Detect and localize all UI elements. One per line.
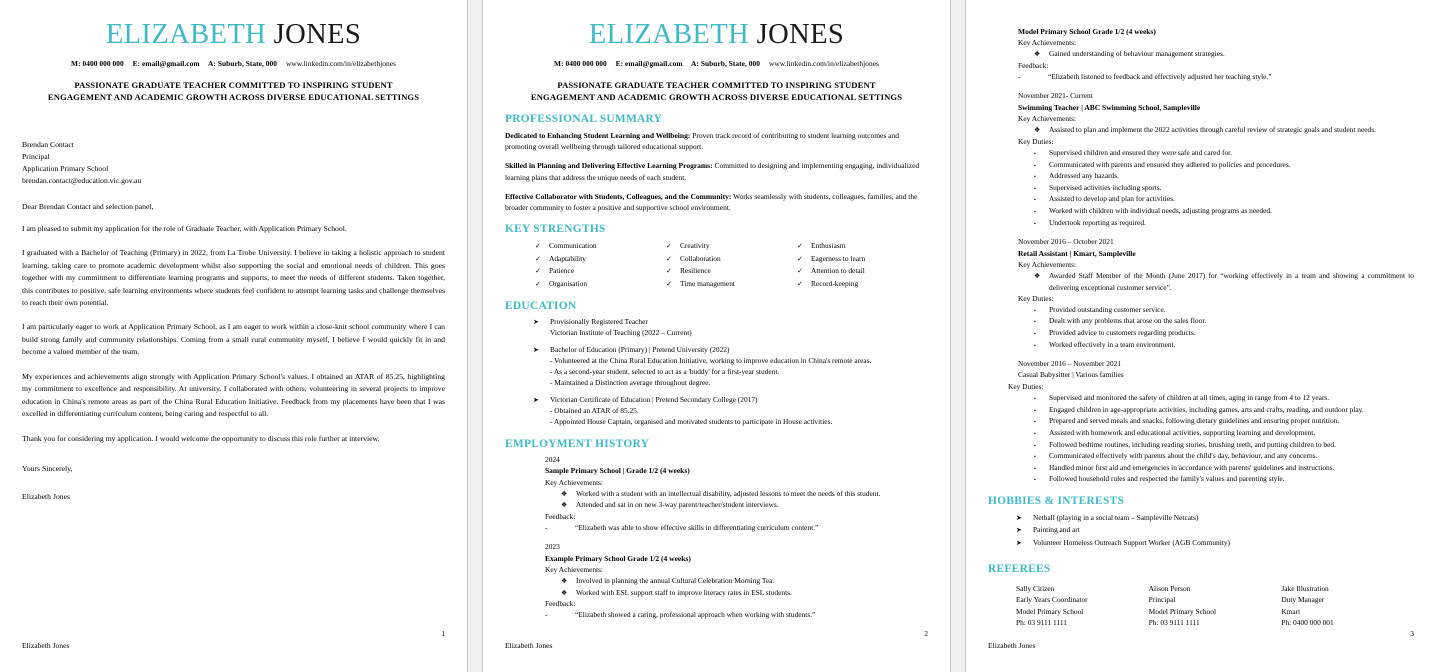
strength-label: Organisation xyxy=(549,278,588,288)
employment-feedback-text: “Elizabeth showed a caring, professional approach when working with students.” xyxy=(575,610,816,620)
employment-title: Swimming Teacher | ABC Swimming School, Sampleville xyxy=(1018,103,1201,113)
employment-duty xyxy=(1034,170,1414,182)
employment-duty-text: Provided advice to customers regarding products. xyxy=(1049,327,1196,337)
employment-duty-text: Dealt with any problems that arose on the sales floor. xyxy=(1049,316,1207,326)
education-item-detail: - Appointed House Captain, organised and motivated students to participate in House activities. xyxy=(550,416,833,426)
referee-name: Sally Citizen xyxy=(1016,583,1055,593)
hobby-item xyxy=(1016,524,1414,536)
strength-item xyxy=(535,253,666,265)
page-1-tagline xyxy=(22,79,445,103)
strength-item xyxy=(797,265,928,277)
employment-duty xyxy=(1034,404,1414,416)
referee-role: Duty Manager xyxy=(1281,595,1325,605)
square-bullet-icon: ▪ xyxy=(1034,408,1036,414)
square-bullet-icon: ▪ xyxy=(1034,343,1036,349)
employment-entry xyxy=(1018,237,1414,350)
employment-entry xyxy=(1018,91,1414,228)
employment-duty xyxy=(1034,339,1414,351)
section-heading-professional-summary: PROFESSIONAL SUMMARY xyxy=(505,112,663,125)
contact-address: A: Suburb, State, 000 xyxy=(208,58,278,68)
employment-title: Model Primary School Grade 1/2 (4 weeks) xyxy=(1018,27,1156,36)
referee-card xyxy=(1016,583,1149,629)
referees-grid xyxy=(1016,583,1414,629)
employment-duty-text: Followed bedtime routines, including reading stories, brushing teeth, and putting children to bed. xyxy=(1049,439,1336,449)
employment-achievement xyxy=(1034,270,1414,292)
employment-achievement-text: Assisted to plan and implement the 2022 activities through careful review of strategic goals and student needs. xyxy=(1049,125,1376,135)
education-item-title-row xyxy=(533,345,928,356)
arrow-bullet-icon: ➤ xyxy=(1016,538,1022,547)
square-bullet-icon: ▪ xyxy=(1034,331,1036,337)
check-icon: ✓ xyxy=(797,254,804,263)
referee-organisation: Model Primary School xyxy=(1148,606,1217,616)
education-list xyxy=(533,317,928,428)
employment-duty xyxy=(1034,315,1414,327)
employment-achievement-text: Awarded Staff Member of the Month (June 2017) for “working effectively in a team and showing a commitment to delivering exceptional customer service”. xyxy=(1049,271,1414,292)
education-item-detail-list xyxy=(550,406,928,427)
referee-phone: Ph: 03 9111 1111 xyxy=(1148,618,1200,628)
employment-entry xyxy=(545,542,928,621)
square-bullet-icon: ▪ xyxy=(1034,152,1036,157)
strength-label: Record-keeping xyxy=(811,278,859,288)
employment-duties-label: Key Duties: xyxy=(1018,136,1054,146)
square-bullet-icon: ▪ xyxy=(1034,186,1036,192)
education-item xyxy=(533,317,928,338)
check-icon: ✓ xyxy=(666,254,673,263)
strength-item xyxy=(666,240,797,252)
floret-bullet-icon: ❖ xyxy=(561,588,568,597)
check-icon: ✓ xyxy=(797,279,804,288)
strength-item xyxy=(666,278,797,290)
section-heading-education: EDUCATION xyxy=(505,299,577,312)
education-item-detail: - Obtained an ATAR of 85.25. xyxy=(550,406,639,416)
strength-label: Collaboration xyxy=(680,253,721,263)
referee-role: Principal xyxy=(1148,595,1176,605)
letter-sign-off: Yours Sincerely, xyxy=(22,464,73,474)
tagline-line-2: ENGAGEMENT AND ACADEMIC GROWTH ACROSS DIVERSE EDUCATIONAL SETTINGS xyxy=(47,91,420,102)
page-2-tagline xyxy=(505,79,928,103)
contact-mobile: M: 0400 000 000 xyxy=(554,58,607,68)
strength-label: Communication xyxy=(549,241,597,251)
employment-dates: November 2021- Current xyxy=(1018,91,1093,101)
page-1-contact-line xyxy=(22,59,445,68)
summary-item xyxy=(505,160,928,183)
section-heading-hobbies: HOBBIES & INTERESTS xyxy=(988,494,1125,507)
contact-linkedin[interactable]: www.linkedin.com/in/elizabethjones xyxy=(285,58,396,68)
employment-feedback-text: “Elizabeth listened to feedback and effectively adjusted her teaching style.” xyxy=(1048,71,1272,81)
floret-bullet-icon: ❖ xyxy=(561,489,568,498)
employment-duty xyxy=(1034,450,1414,462)
employment-duty-text: Supervised and monitored the safety of children at all times, aging in range from 4 to 12 years. xyxy=(1049,393,1330,403)
page-1-number: 1 xyxy=(441,629,445,638)
square-bullet-icon: ▪ xyxy=(1034,431,1036,437)
education-item xyxy=(533,395,928,427)
page-3 xyxy=(966,0,1436,672)
strength-label: Attention to detail xyxy=(811,266,865,276)
floret-bullet-icon: ❖ xyxy=(1034,50,1041,59)
employment-duty xyxy=(1034,327,1414,339)
employment-feedback-label: Feedback: xyxy=(545,511,576,521)
employment-title: Retail Assistant | Kmart, Sampleville xyxy=(1018,249,1136,259)
hobbies-list xyxy=(1016,512,1414,549)
employment-duty-text: Prepared and served meals and snacks, following dietary guidelines and ensuring proper nutrition. xyxy=(1049,416,1340,426)
summary-item xyxy=(505,191,928,214)
employment-duty-text: Worked with children with individual needs, adjusting programs as needed. xyxy=(1049,205,1272,215)
letter-signature-name: Elizabeth Jones xyxy=(22,492,71,502)
check-icon: ✓ xyxy=(535,267,542,276)
referee-phone: Ph: 03 9111 1111 xyxy=(1016,618,1067,628)
employment-achievements-label: Key Achievements: xyxy=(545,565,604,575)
page-2-footer-name: Elizabeth Jones xyxy=(505,641,553,650)
strength-label: Creativity xyxy=(680,241,710,251)
employment-duty-text: Engaged children in age-appropriate activities, including games, arts and crafts, reading, and outdoor play. xyxy=(1049,404,1364,414)
education-item-title: Victorian Certificate of Education | Pretend Secondary College (2017) xyxy=(550,395,758,405)
hobby-item xyxy=(1016,512,1414,524)
recipient-organisation: Application Primary School xyxy=(22,163,109,173)
square-bullet-icon: ▪ xyxy=(1034,175,1036,181)
summary-item xyxy=(505,130,928,153)
employment-duties-label: Key Duties: xyxy=(1018,293,1054,303)
strength-item xyxy=(535,265,666,277)
tagline-line-2: ENGAGEMENT AND ACADEMIC GROWTH ACROSS DIVERSE EDUCATIONAL SETTINGS xyxy=(530,91,903,102)
hobby-item xyxy=(1016,537,1414,549)
strength-item xyxy=(797,253,928,265)
referee-card xyxy=(1149,583,1282,629)
education-item-subtitle: Victorian Institute of Teaching (2022 – Current) xyxy=(550,327,692,337)
floret-bullet-icon: ❖ xyxy=(561,501,568,510)
employment-duty xyxy=(1034,439,1414,451)
employment-achievements-label: Key Achievements: xyxy=(1018,114,1077,124)
contact-linkedin[interactable]: www.linkedin.com/in/elizabethjones xyxy=(768,58,879,68)
page-1-footer xyxy=(22,629,445,650)
employment-duty-text: Assisted with homework and educational activities, supporting learning and development. xyxy=(1049,427,1316,437)
employment-duty xyxy=(1034,415,1414,427)
check-icon: ✓ xyxy=(797,267,804,276)
arrow-bullet-icon: ➤ xyxy=(533,346,539,355)
strength-item xyxy=(797,278,928,290)
employment-dates: November 2016 – November 2021 xyxy=(1018,359,1122,369)
education-item-detail: - Volunteered at the China Rural Education Initiative, working to improve education in China's remote areas. xyxy=(550,356,872,366)
page-3-number: 3 xyxy=(1410,629,1414,638)
referee-phone: Ph: 0400 000 001 xyxy=(1281,618,1334,628)
hobby-label: Volunteer Homeless Outreach Support Worker (AGB Community) xyxy=(1033,537,1231,547)
employment-feedback-text: “Elizabeth was able to show effective skills in differentiating curriculum content.” xyxy=(575,522,819,532)
employment-duty xyxy=(1034,147,1414,159)
education-item-detail-list xyxy=(550,356,928,388)
first-name: ELIZABETH xyxy=(588,19,750,50)
arrow-bullet-icon: ➤ xyxy=(1016,513,1022,522)
education-item xyxy=(533,345,928,388)
employment-feedback xyxy=(545,609,928,620)
employment-duty xyxy=(1034,473,1414,485)
check-icon: ✓ xyxy=(666,242,673,251)
education-item-title: Bachelor of Education (Primary) | Pretend University (2022) xyxy=(550,345,730,355)
employment-duty xyxy=(1034,462,1414,474)
employment-title: Casual Babysitter | Various families xyxy=(1018,370,1124,380)
floret-bullet-icon: ❖ xyxy=(1034,272,1041,281)
employment-duty-text: Communicated effectively with parents about the child's day, behaviour, and any concerns. xyxy=(1049,451,1318,461)
employment-achievements-label: Key Achievements: xyxy=(1018,38,1077,48)
employment-title: Example Primary School Grade 1/2 (4 weeks) xyxy=(545,554,691,563)
employment-feedback-label: Feedback: xyxy=(1018,60,1049,70)
employment-duty xyxy=(1034,182,1414,194)
arrow-bullet-icon: ➤ xyxy=(1016,526,1022,535)
square-bullet-icon: ▪ xyxy=(1034,397,1036,403)
page-3-footer xyxy=(988,629,1414,650)
employment-duty-text: Communicated with parents and ensured they adhered to policies and procedures. xyxy=(1049,159,1291,169)
last-name: JONES xyxy=(273,19,362,50)
check-icon: ✓ xyxy=(535,242,542,251)
dash-bullet-icon: - xyxy=(545,610,548,620)
square-bullet-icon: ▪ xyxy=(1034,320,1036,326)
dash-bullet-icon: - xyxy=(1018,71,1021,81)
employment-achievement-text: Gained understanding of behaviour management strategies. xyxy=(1049,49,1225,59)
employment-achievement xyxy=(561,575,928,587)
employment-duty xyxy=(1034,392,1414,404)
employment-title: Sample Primary School | Grade 1/2 (4 weeks) xyxy=(545,466,690,476)
section-heading-referees: REFEREES xyxy=(988,562,1051,575)
employment-dates: 2024 xyxy=(545,454,560,464)
employment-entry xyxy=(1018,26,1414,82)
employment-duty-text: Supervised children and ensured they were safe and cared for. xyxy=(1049,148,1233,157)
key-strengths-column xyxy=(666,240,797,290)
letter-paragraph: I graduated with a Bachelor of Teaching (Primary) in 2022, from La Trobe University. I believe in taking a holistic approach to student learning, taking care to promote academic development whilst also supporting the social and emotional needs of children. This goes together with my commitment to differentiate learning programs and supports, to meet the needs of different students. Taken together, this contributes to positive, safe learning environments where students feel confident to attempt learning tasks and challenge themselves to reach their own potential. xyxy=(22,248,445,307)
page-gutter-1 xyxy=(467,0,483,672)
square-bullet-icon: ▪ xyxy=(1034,221,1036,227)
strength-label: Adaptability xyxy=(549,253,586,263)
page-gutter-2 xyxy=(950,0,966,672)
letter-paragraph: My experiences and achievements align strongly with Application Primary School's values. I obtained an ATAR of 85.25, highlighting my commitment to excellence and responsibility. At university, I collaborated with others, volunteering in several projects to improve education in China's remote areas as part of the China Rural Education Initiative. Feedback from my placements have been that I was excelled in differentiating curriculum content, being caring and respectful to all. xyxy=(22,371,445,419)
page-2 xyxy=(483,0,950,672)
employment-achievement xyxy=(561,499,928,511)
summary-item-rest: Proven track record of contributing to student learning outcomes and promoting overall wellbeing through tailored educational support. xyxy=(505,130,900,152)
employment-duty-text: Addressed any hazards. xyxy=(1049,171,1119,181)
employment-achievement-text: Attended and sat in on new 3-way parent/teacher/student interviews. xyxy=(576,500,779,510)
check-icon: ✓ xyxy=(797,242,804,251)
employment-dates: November 2016 – October 2021 xyxy=(1018,237,1114,247)
education-item-title-row xyxy=(533,395,928,406)
page-1-name-heading xyxy=(22,21,445,50)
tagline-line-1: PASSIONATE GRADUATE TEACHER COMMITTED TO INSPIRING STUDENT xyxy=(557,79,876,90)
recipient-title: Principal xyxy=(22,151,50,161)
employment-entry xyxy=(1008,359,1414,485)
employment-achievement-text: Worked with ESL support staff to improve literacy rates in ESL students. xyxy=(576,587,792,597)
contact-email: E: email@gmail.com xyxy=(615,58,683,68)
recipient-name: Brendan Contact xyxy=(22,139,74,149)
strength-item xyxy=(666,265,797,277)
square-bullet-icon: ▪ xyxy=(1034,209,1036,215)
section-heading-key-strengths: KEY STRENGTHS xyxy=(505,223,606,236)
key-strengths-column xyxy=(797,240,928,290)
education-item-detail: - As a second-year student, selected to act as a 'buddy' for a first-year student. xyxy=(550,366,780,376)
employment-duty-text: Supervised activities including sports. xyxy=(1049,182,1162,192)
contact-email: E: email@gmail.com xyxy=(132,58,200,68)
page-2-footer xyxy=(505,629,928,650)
contact-mobile: M: 0400 000 000 xyxy=(71,58,124,68)
employment-feedback xyxy=(545,522,928,533)
employment-achievement xyxy=(1034,48,1414,60)
employment-achievements-label: Key Achievements: xyxy=(1018,260,1077,270)
employment-duty-text: Handled minor first aid and emergencies in accordance with parents' guidelines and instructions. xyxy=(1049,462,1335,472)
employment-duties-label: Key Duties: xyxy=(1008,382,1044,392)
employment-duty xyxy=(1034,159,1414,171)
strength-label: Enthusiasm xyxy=(811,241,846,251)
last-name-wrap xyxy=(749,19,844,50)
tagline-line-1: PASSIONATE GRADUATE TEACHER COMMITTED TO INSPIRING STUDENT xyxy=(74,79,393,90)
referee-name: Jake Illustration xyxy=(1281,583,1329,593)
summary-item-rest: Works seamlessly with students, colleagues, families, and the broader community to foster a positive and supportive school environment. xyxy=(505,191,918,213)
letter-paragraph: I am pleased to submit my application for the role of Graduate Teacher, with Application Primary School. xyxy=(22,223,347,233)
employment-dates: 2023 xyxy=(545,542,560,552)
arrow-bullet-icon: ➤ xyxy=(533,396,539,405)
hobby-label: Painting and art xyxy=(1033,525,1080,535)
page-2-contact-line xyxy=(505,59,928,68)
key-strengths-column xyxy=(535,240,666,290)
employment-duty-text: Provided outstanding customer service. xyxy=(1049,304,1166,314)
employment-duty xyxy=(1034,304,1414,316)
floret-bullet-icon: ❖ xyxy=(561,577,568,586)
employment-duty xyxy=(1034,205,1414,217)
referee-name: Alison Person xyxy=(1148,583,1191,593)
employment-duty xyxy=(1034,193,1414,205)
employment-feedback xyxy=(1018,71,1414,82)
check-icon: ✓ xyxy=(535,279,542,288)
summary-item-lead: Skilled in Planning and Delivering Effective Learning Programs: xyxy=(505,161,713,171)
hobby-label: Netball (playing in a social team – Sampleville Netcats) xyxy=(1033,512,1199,522)
employment-achievement xyxy=(1034,124,1414,136)
square-bullet-icon: ▪ xyxy=(1034,198,1036,204)
check-icon: ✓ xyxy=(666,279,673,288)
employment-duty xyxy=(1034,427,1414,439)
arrow-bullet-icon: ➤ xyxy=(533,317,539,326)
last-name-wrap xyxy=(266,19,361,50)
strength-label: Patience xyxy=(549,266,575,276)
strength-label: Eagerness to learn xyxy=(811,253,866,263)
summary-item-rest: Committed to designing and implementing engaging, individualized learning plans that address the unique needs of each student. xyxy=(505,161,920,182)
square-bullet-icon: ▪ xyxy=(1034,308,1036,314)
page-1 xyxy=(0,0,467,672)
letter-salutation: Dear Brendan Contact and selection panel, xyxy=(22,201,154,211)
section-heading-employment-history: EMPLOYMENT HISTORY xyxy=(505,437,650,450)
page-1-footer-name: Elizabeth Jones xyxy=(22,641,70,650)
education-item-detail: - Maintained a Distinction average throughout degree. xyxy=(550,377,711,387)
strength-label: Time management xyxy=(680,278,735,288)
strength-label: Resilience xyxy=(680,266,711,276)
referee-organisation: Kmart xyxy=(1281,606,1301,616)
employment-duty-text: Worked effectively in a team environment. xyxy=(1049,339,1176,349)
referee-card xyxy=(1281,583,1414,629)
education-item-title: Provisionally Registered Teacher xyxy=(550,316,648,326)
summary-item-lead: Effective Collaborator with Students, Colleagues, and the Community: xyxy=(505,191,732,201)
last-name: JONES xyxy=(756,19,845,50)
check-icon: ✓ xyxy=(666,267,673,276)
contact-address: A: Suburb, State, 000 xyxy=(691,58,761,68)
employment-duty-text: Followed household rules and respected the family's values and parenting style. xyxy=(1049,474,1285,484)
employment-achievement-text: Involved in planning the annual Cultural Celebration Morning Tea. xyxy=(576,576,775,586)
summary-item-lead: Dedicated to Enhancing Student Learning and Wellbeing: xyxy=(505,130,691,140)
employment-achievement xyxy=(561,587,928,599)
letter-paragraph: I am particularly eager to work at Application Primary School, as I am eager to work within a close-knit school community where I can build strong family and community relationships. Coming from a small rural community myself, I believe I would quickly fit in and become a valued member of the team. xyxy=(22,322,445,357)
employment-entry xyxy=(545,455,928,534)
employment-duty-text: Assisted to develop and plan for activities. xyxy=(1049,194,1175,204)
check-icon: ✓ xyxy=(535,254,542,263)
square-bullet-icon: ▪ xyxy=(1034,163,1036,169)
letter-paragraph: Thank you for considering my application. I would welcome the opportunity to discuss this role further at interview. xyxy=(22,433,380,443)
dash-bullet-icon: - xyxy=(545,522,548,532)
key-strengths-grid xyxy=(535,240,928,290)
recipient-email: brendan.contact@education.vic.gov.au xyxy=(22,175,142,185)
floret-bullet-icon: ❖ xyxy=(1034,126,1041,135)
square-bullet-icon: ▪ xyxy=(1034,443,1036,449)
employment-achievement-text: Worked with a student with an intellectual disability, adjusted lessons to meet the needs of this student. xyxy=(576,488,881,498)
education-item-title-row xyxy=(533,317,928,328)
strength-item xyxy=(666,253,797,265)
square-bullet-icon: ▪ xyxy=(1034,455,1036,461)
square-bullet-icon: ▪ xyxy=(1034,420,1036,426)
recipient-block xyxy=(22,139,445,187)
employment-duty xyxy=(1034,217,1414,229)
square-bullet-icon: ▪ xyxy=(1034,478,1036,484)
strength-item xyxy=(797,240,928,252)
strength-item xyxy=(535,240,666,252)
page-2-number: 2 xyxy=(924,629,928,638)
referee-role: Early Years Coordinator xyxy=(1016,595,1088,605)
referee-organisation: Model Primary School xyxy=(1016,606,1084,616)
employment-duty-text: Undertook reporting as required. xyxy=(1049,217,1146,227)
employment-achievement xyxy=(561,488,928,500)
page-2-name-heading xyxy=(505,21,928,50)
first-name: ELIZABETH xyxy=(105,19,267,50)
employment-achievements-label: Key Achievements: xyxy=(545,477,604,487)
employment-feedback-label: Feedback: xyxy=(545,599,576,609)
page-3-footer-name: Elizabeth Jones xyxy=(988,641,1036,650)
strength-item xyxy=(535,278,666,290)
square-bullet-icon: ▪ xyxy=(1034,466,1036,472)
